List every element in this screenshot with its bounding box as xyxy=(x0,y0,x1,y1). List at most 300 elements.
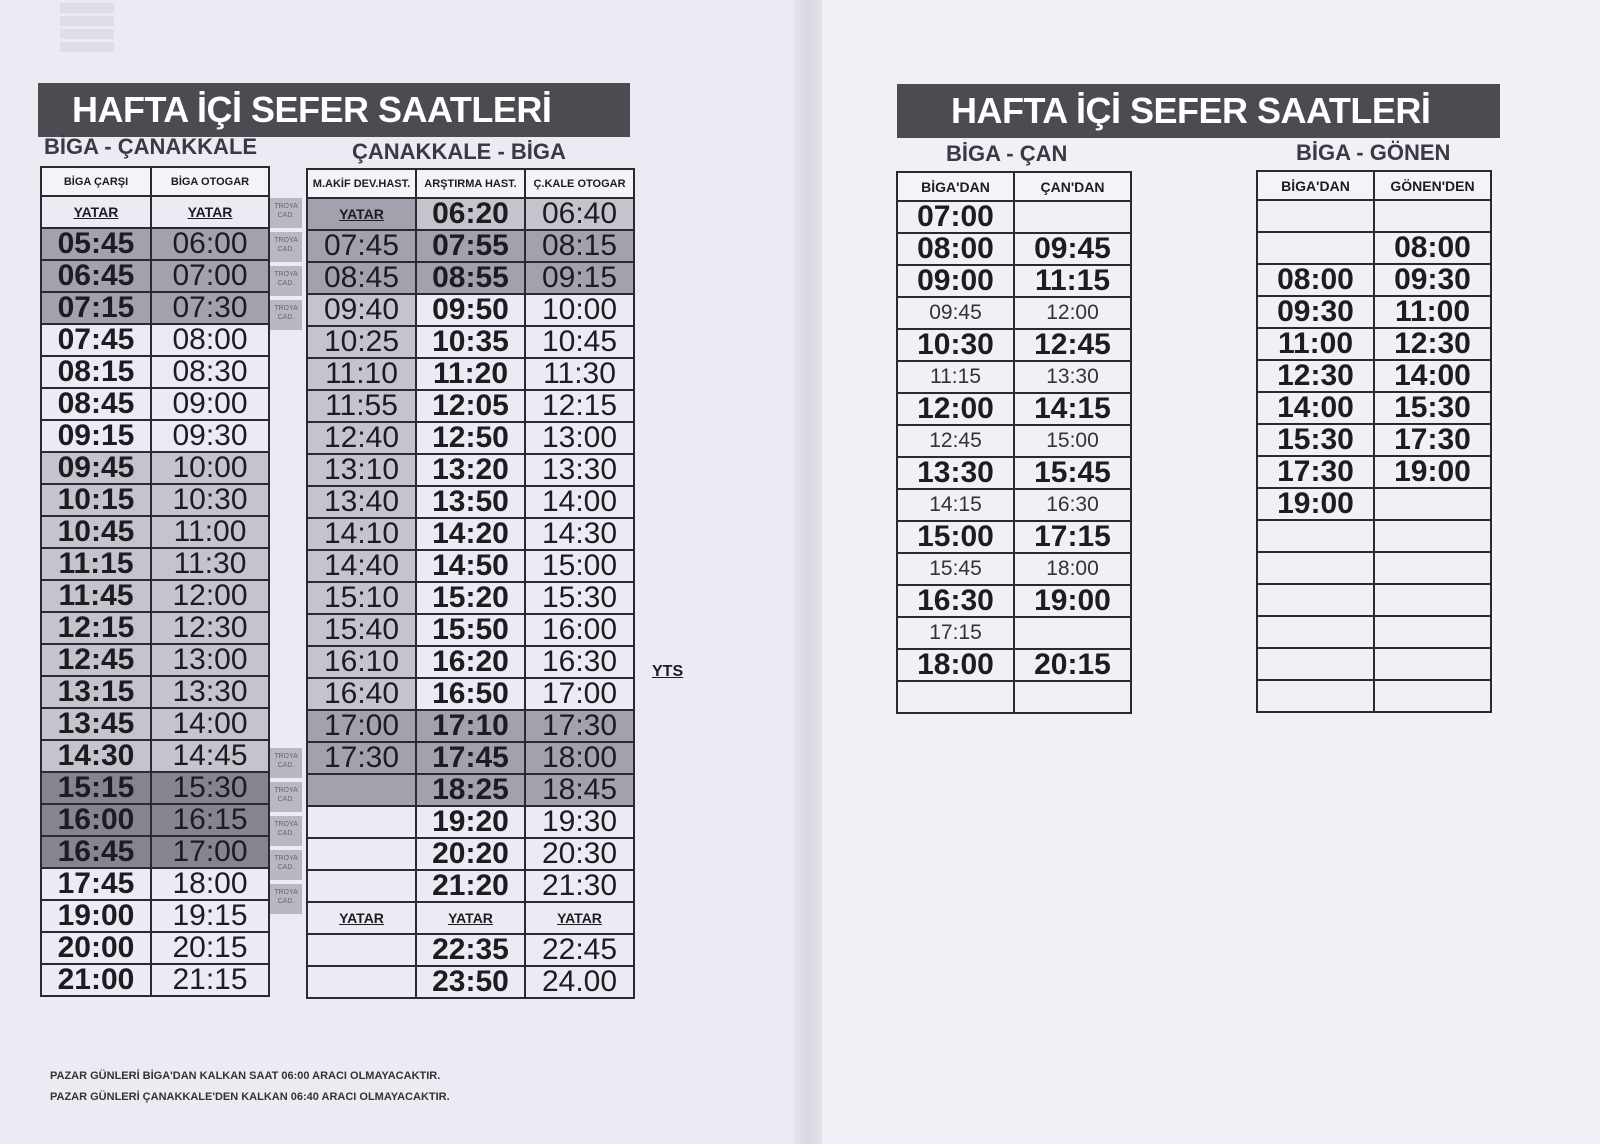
time-cell: 12:05 xyxy=(416,390,525,422)
column-header: GÖNEN'DEN xyxy=(1374,171,1491,200)
table-row xyxy=(1257,424,1491,456)
table-row xyxy=(897,201,1131,233)
time-cell: 12:40 xyxy=(307,422,416,454)
time-cell: 08:45 xyxy=(41,388,151,420)
time-cell: 15:10 xyxy=(307,582,416,614)
time-cell: 14:20 xyxy=(416,518,525,550)
time-cell: 20:20 xyxy=(416,838,525,870)
time-cell: 15:30 xyxy=(151,772,269,804)
table-row xyxy=(41,388,269,420)
time-cell: 06:20 xyxy=(416,198,525,230)
table-row xyxy=(1257,360,1491,392)
troya-cad-label: TROYA CAD. xyxy=(270,782,302,812)
time-cell: 20:15 xyxy=(151,932,269,964)
time-cell: 09:45 xyxy=(1014,233,1131,265)
time-cell: 18:00 xyxy=(151,868,269,900)
time-cell: 19:15 xyxy=(151,900,269,932)
time-cell: 12:15 xyxy=(41,612,151,644)
time-cell: 19:20 xyxy=(416,806,525,838)
time-cell: 14:10 xyxy=(307,518,416,550)
time-cell xyxy=(307,806,416,838)
time-cell: 12:15 xyxy=(525,390,634,422)
time-cell: 08:55 xyxy=(416,262,525,294)
time-cell xyxy=(1374,200,1491,232)
time-cell: 23:50 xyxy=(416,966,525,998)
table-row xyxy=(1257,264,1491,296)
table-row xyxy=(307,550,634,582)
time-cell: 08:00 xyxy=(897,233,1014,265)
time-cell xyxy=(1374,680,1491,712)
time-cell: 14:15 xyxy=(897,489,1014,521)
table-row xyxy=(897,233,1131,265)
time-cell: 09:50 xyxy=(416,294,525,326)
time-cell: 21:20 xyxy=(416,870,525,902)
time-cell: 17:30 xyxy=(1257,456,1374,488)
time-cell: 17:45 xyxy=(41,868,151,900)
table-row xyxy=(1257,392,1491,424)
time-cell: 06:40 xyxy=(525,198,634,230)
table-row xyxy=(307,838,634,870)
table-row xyxy=(41,324,269,356)
time-cell: 06:45 xyxy=(41,260,151,292)
table-row xyxy=(307,518,634,550)
table-row xyxy=(307,582,634,614)
time-cell: 16:00 xyxy=(525,614,634,646)
table-row xyxy=(307,870,634,902)
time-cell: 21:00 xyxy=(41,964,151,996)
time-cell: 20:30 xyxy=(525,838,634,870)
time-cell xyxy=(1014,617,1131,649)
table-row xyxy=(307,902,634,934)
table-row xyxy=(897,489,1131,521)
time-cell: YATAR xyxy=(416,902,525,934)
time-cell xyxy=(1014,201,1131,233)
time-cell: 10:45 xyxy=(41,516,151,548)
time-cell: 10:15 xyxy=(41,484,151,516)
time-cell: 11:45 xyxy=(41,580,151,612)
table-row xyxy=(41,612,269,644)
time-cell: 19:00 xyxy=(1257,488,1374,520)
time-cell: 13:20 xyxy=(416,454,525,486)
time-cell: 13:00 xyxy=(151,644,269,676)
time-cell: 09:15 xyxy=(525,262,634,294)
table-row xyxy=(1257,552,1491,584)
table-row xyxy=(41,932,269,964)
time-cell: 14:00 xyxy=(525,486,634,518)
table-row xyxy=(41,452,269,484)
table-row xyxy=(307,454,634,486)
time-cell: 11:15 xyxy=(41,548,151,580)
time-cell: 05:45 xyxy=(41,228,151,260)
time-cell: 09:30 xyxy=(1374,264,1491,296)
time-cell: 11:00 xyxy=(151,516,269,548)
time-cell xyxy=(1014,681,1131,713)
canakkale-biga-subtitle: ÇANAKKALE - BİGA xyxy=(352,139,566,164)
time-cell: 16:00 xyxy=(41,804,151,836)
table-row xyxy=(41,420,269,452)
column-header: ARŞTIRMA HAST. xyxy=(416,169,525,198)
table-row xyxy=(41,964,269,996)
time-cell: 06:00 xyxy=(151,228,269,260)
table-row xyxy=(307,774,634,806)
biga-canakkale-subtitle: BİGA - ÇANAKKALE xyxy=(44,134,258,159)
time-cell: 09:15 xyxy=(41,420,151,452)
troya-cad-label: TROYA CAD. xyxy=(270,850,302,880)
time-cell: 15:30 xyxy=(1374,392,1491,424)
table-row xyxy=(41,900,269,932)
time-cell: 19:00 xyxy=(41,900,151,932)
time-cell: 15:30 xyxy=(525,582,634,614)
time-cell: 17:30 xyxy=(1374,424,1491,456)
time-cell xyxy=(1257,200,1374,232)
time-cell: 14:00 xyxy=(1374,360,1491,392)
time-cell: 08:15 xyxy=(41,356,151,388)
time-cell: 11:15 xyxy=(897,361,1014,393)
time-cell: 12:45 xyxy=(1014,329,1131,361)
time-cell: 16:20 xyxy=(416,646,525,678)
table-row xyxy=(1257,232,1491,264)
table-row xyxy=(307,358,634,390)
time-cell: 20:00 xyxy=(41,932,151,964)
page-fold xyxy=(793,0,823,1144)
time-cell: 16:50 xyxy=(416,678,525,710)
troya-cad-label: TROYA CAD. xyxy=(270,232,302,262)
table-row xyxy=(307,646,634,678)
time-cell: 12:30 xyxy=(151,612,269,644)
time-cell xyxy=(1374,552,1491,584)
time-cell: 13:30 xyxy=(151,676,269,708)
time-cell: 12:00 xyxy=(151,580,269,612)
time-cell: 18:25 xyxy=(416,774,525,806)
column-header: BİGA OTOGAR xyxy=(151,167,269,196)
time-cell: 08:00 xyxy=(151,324,269,356)
yatar-label: YATAR xyxy=(41,196,151,228)
table-row xyxy=(1257,584,1491,616)
table-row xyxy=(307,486,634,518)
table-row xyxy=(1257,328,1491,360)
table-row xyxy=(897,521,1131,553)
table-row xyxy=(1257,488,1491,520)
time-cell: 13:30 xyxy=(897,457,1014,489)
table-row xyxy=(41,292,269,324)
time-cell: 09:45 xyxy=(897,297,1014,329)
time-cell xyxy=(307,774,416,806)
table-row xyxy=(41,516,269,548)
table-row xyxy=(41,644,269,676)
table-row xyxy=(307,806,634,838)
table-row xyxy=(897,265,1131,297)
table-row xyxy=(897,425,1131,457)
time-cell: 17:15 xyxy=(897,617,1014,649)
right-title-banner: HAFTA İÇİ SEFER SAATLERİ xyxy=(897,84,1500,138)
note-line-1: PAZAR GÜNLERİ BİGA'DAN KALKAN SAAT 06:00 ARACI OLMAYACAKTIR. xyxy=(50,1070,441,1082)
time-cell: YATAR xyxy=(307,902,416,934)
time-cell: 07:55 xyxy=(416,230,525,262)
time-cell: 13:15 xyxy=(41,676,151,708)
time-cell: 11:55 xyxy=(307,390,416,422)
time-cell: 15:45 xyxy=(1014,457,1131,489)
table-row xyxy=(897,681,1131,713)
time-cell: 17:00 xyxy=(151,836,269,868)
time-cell: 17:10 xyxy=(416,710,525,742)
table-row xyxy=(307,966,634,998)
troya-cad-label: TROYA CAD. xyxy=(270,748,302,778)
time-cell: 15:00 xyxy=(525,550,634,582)
time-cell xyxy=(1257,648,1374,680)
time-cell: 18:00 xyxy=(1014,553,1131,585)
time-cell: 18:00 xyxy=(897,649,1014,681)
time-cell xyxy=(307,870,416,902)
time-cell: 15:50 xyxy=(416,614,525,646)
column-header: Ç.KALE OTOGAR xyxy=(525,169,634,198)
time-cell xyxy=(1374,648,1491,680)
time-cell: 16:15 xyxy=(151,804,269,836)
time-cell: 11:30 xyxy=(525,358,634,390)
table-row xyxy=(41,548,269,580)
time-cell: 08:30 xyxy=(151,356,269,388)
time-cell: 07:15 xyxy=(41,292,151,324)
time-cell xyxy=(1257,232,1374,264)
time-cell: 13:30 xyxy=(525,454,634,486)
table-row xyxy=(307,294,634,326)
table-row xyxy=(41,708,269,740)
table-row xyxy=(41,676,269,708)
time-cell: 21:15 xyxy=(151,964,269,996)
time-cell: 14:00 xyxy=(151,708,269,740)
time-cell: 13:30 xyxy=(1014,361,1131,393)
time-cell: 12:45 xyxy=(41,644,151,676)
time-cell: 14:00 xyxy=(1257,392,1374,424)
time-cell: 16:30 xyxy=(525,646,634,678)
time-cell: 12:45 xyxy=(897,425,1014,457)
table-row xyxy=(897,617,1131,649)
time-cell: 15:00 xyxy=(897,521,1014,553)
table-row xyxy=(897,361,1131,393)
biga-can-subtitle: BİGA - ÇAN xyxy=(946,141,1068,166)
yatar-label: YATAR xyxy=(151,196,269,228)
note-line-2: PAZAR GÜNLERİ ÇANAKKALE'DEN KALKAN 06:40 ARACI OLMAYACAKTIR. xyxy=(50,1091,450,1103)
table-row xyxy=(897,329,1131,361)
time-cell xyxy=(1257,520,1374,552)
time-cell: 12:00 xyxy=(1014,297,1131,329)
troya-cad-label: TROYA CAD. xyxy=(270,884,302,914)
table-row xyxy=(1257,616,1491,648)
time-cell: 22:35 xyxy=(416,934,525,966)
table-row xyxy=(897,649,1131,681)
time-cell: 09:45 xyxy=(41,452,151,484)
time-cell: 19:00 xyxy=(1374,456,1491,488)
time-cell: 13:40 xyxy=(307,486,416,518)
time-cell: 10:00 xyxy=(151,452,269,484)
time-cell: 15:15 xyxy=(41,772,151,804)
time-cell: 13:45 xyxy=(41,708,151,740)
time-cell: YATAR xyxy=(307,198,416,230)
time-cell xyxy=(1374,520,1491,552)
table-row xyxy=(307,742,634,774)
table-row xyxy=(1257,520,1491,552)
table-row xyxy=(41,356,269,388)
time-cell: 17:45 xyxy=(416,742,525,774)
time-cell xyxy=(1257,552,1374,584)
time-cell: 16:10 xyxy=(307,646,416,678)
time-cell: 11:15 xyxy=(1014,265,1131,297)
table-row xyxy=(41,260,269,292)
time-cell: 14:15 xyxy=(1014,393,1131,425)
column-header: BİGA ÇARŞI xyxy=(41,167,151,196)
time-cell: 10:30 xyxy=(151,484,269,516)
time-cell: 18:00 xyxy=(525,742,634,774)
time-cell: 22:45 xyxy=(525,934,634,966)
yts-label: YTS xyxy=(652,663,684,680)
troya-cad-label: TROYA CAD. xyxy=(270,300,302,330)
time-cell: 07:00 xyxy=(897,201,1014,233)
time-cell: 11:10 xyxy=(307,358,416,390)
biga-canakkale-table xyxy=(40,166,270,997)
time-cell: 12:50 xyxy=(416,422,525,454)
time-cell: 12:30 xyxy=(1257,360,1374,392)
time-cell xyxy=(1374,616,1491,648)
table-row xyxy=(307,678,634,710)
time-cell xyxy=(307,838,416,870)
time-cell: 08:15 xyxy=(525,230,634,262)
time-cell: 19:00 xyxy=(1014,585,1131,617)
column-header: BİGA'DAN xyxy=(897,172,1014,201)
time-cell: 14:40 xyxy=(307,550,416,582)
time-cell: 10:45 xyxy=(525,326,634,358)
time-cell: 17:30 xyxy=(525,710,634,742)
biga-gonen-table xyxy=(1256,170,1492,713)
time-cell xyxy=(1257,616,1374,648)
time-cell: 07:45 xyxy=(41,324,151,356)
time-cell: 09:30 xyxy=(151,420,269,452)
time-cell: 15:30 xyxy=(1257,424,1374,456)
table-row xyxy=(307,390,634,422)
time-cell: 08:00 xyxy=(1374,232,1491,264)
table-row xyxy=(307,326,634,358)
time-cell: 07:30 xyxy=(151,292,269,324)
time-cell: 15:00 xyxy=(1014,425,1131,457)
time-cell: 14:30 xyxy=(41,740,151,772)
time-cell: 11:30 xyxy=(151,548,269,580)
table-row xyxy=(41,740,269,772)
table-row xyxy=(1257,296,1491,328)
time-cell: 09:40 xyxy=(307,294,416,326)
table-row xyxy=(307,262,634,294)
table-row xyxy=(41,580,269,612)
time-cell: YATAR xyxy=(525,902,634,934)
time-cell xyxy=(1374,488,1491,520)
time-cell: 15:20 xyxy=(416,582,525,614)
table-row xyxy=(1257,456,1491,488)
time-cell: 08:00 xyxy=(1257,264,1374,296)
time-cell: 10:00 xyxy=(525,294,634,326)
time-cell: 13:50 xyxy=(416,486,525,518)
biga-can-table xyxy=(896,171,1132,714)
time-cell xyxy=(307,966,416,998)
time-cell: 11:00 xyxy=(1374,296,1491,328)
time-cell: 17:00 xyxy=(307,710,416,742)
canakkale-biga-table xyxy=(306,168,635,999)
troya-cad-label: TROYA CAD. xyxy=(270,266,302,296)
table-row xyxy=(1257,200,1491,232)
table-row xyxy=(41,868,269,900)
time-cell xyxy=(1257,680,1374,712)
time-cell: 10:30 xyxy=(897,329,1014,361)
time-cell xyxy=(307,934,416,966)
time-cell: 10:25 xyxy=(307,326,416,358)
time-cell: 14:50 xyxy=(416,550,525,582)
table-row xyxy=(41,228,269,260)
time-cell: 14:45 xyxy=(151,740,269,772)
time-cell: 14:30 xyxy=(525,518,634,550)
faint-bleedthrough xyxy=(60,0,150,70)
column-header: ÇAN'DAN xyxy=(1014,172,1131,201)
table-row xyxy=(307,614,634,646)
time-cell: 09:00 xyxy=(897,265,1014,297)
table-row xyxy=(307,422,634,454)
biga-gonen-subtitle: BİGA - GÖNEN xyxy=(1296,140,1451,165)
time-cell: 11:00 xyxy=(1257,328,1374,360)
troya-cad-label: TROYA CAD. xyxy=(270,816,302,846)
time-cell: 08:45 xyxy=(307,262,416,294)
table-row xyxy=(897,457,1131,489)
time-cell: 16:45 xyxy=(41,836,151,868)
table-row xyxy=(1257,648,1491,680)
time-cell: 12:00 xyxy=(897,393,1014,425)
table-row xyxy=(307,934,634,966)
time-cell: 24.00 xyxy=(525,966,634,998)
table-row xyxy=(1257,680,1491,712)
time-cell: 09:30 xyxy=(1257,296,1374,328)
table-row xyxy=(41,804,269,836)
time-cell: 15:40 xyxy=(307,614,416,646)
time-cell: 18:45 xyxy=(525,774,634,806)
time-cell: 15:45 xyxy=(897,553,1014,585)
time-cell xyxy=(897,681,1014,713)
time-cell: 19:30 xyxy=(525,806,634,838)
table-row xyxy=(41,836,269,868)
table-row xyxy=(897,553,1131,585)
time-cell: 17:30 xyxy=(307,742,416,774)
time-cell: 17:00 xyxy=(525,678,634,710)
left-title-banner: HAFTA İÇİ SEFER SAATLERİ xyxy=(38,83,630,137)
table-row xyxy=(307,710,634,742)
column-header: M.AKİF DEV.HAST. xyxy=(307,169,416,198)
time-cell xyxy=(1257,584,1374,616)
time-cell: 13:00 xyxy=(525,422,634,454)
table-row xyxy=(307,230,634,262)
time-cell: 11:20 xyxy=(416,358,525,390)
column-header: BİGA'DAN xyxy=(1257,171,1374,200)
table-row xyxy=(41,484,269,516)
time-cell: 09:00 xyxy=(151,388,269,420)
troya-cad-label: TROYA CAD. xyxy=(270,198,302,228)
time-cell: 16:30 xyxy=(897,585,1014,617)
time-cell: 07:00 xyxy=(151,260,269,292)
time-cell: 17:15 xyxy=(1014,521,1131,553)
table-row xyxy=(897,585,1131,617)
time-cell: 12:30 xyxy=(1374,328,1491,360)
time-cell: 10:35 xyxy=(416,326,525,358)
time-cell xyxy=(1374,584,1491,616)
time-cell: 16:40 xyxy=(307,678,416,710)
time-cell: 20:15 xyxy=(1014,649,1131,681)
time-cell: 07:45 xyxy=(307,230,416,262)
table-row xyxy=(897,297,1131,329)
table-row xyxy=(897,393,1131,425)
table-row xyxy=(307,198,634,230)
table-row xyxy=(41,772,269,804)
